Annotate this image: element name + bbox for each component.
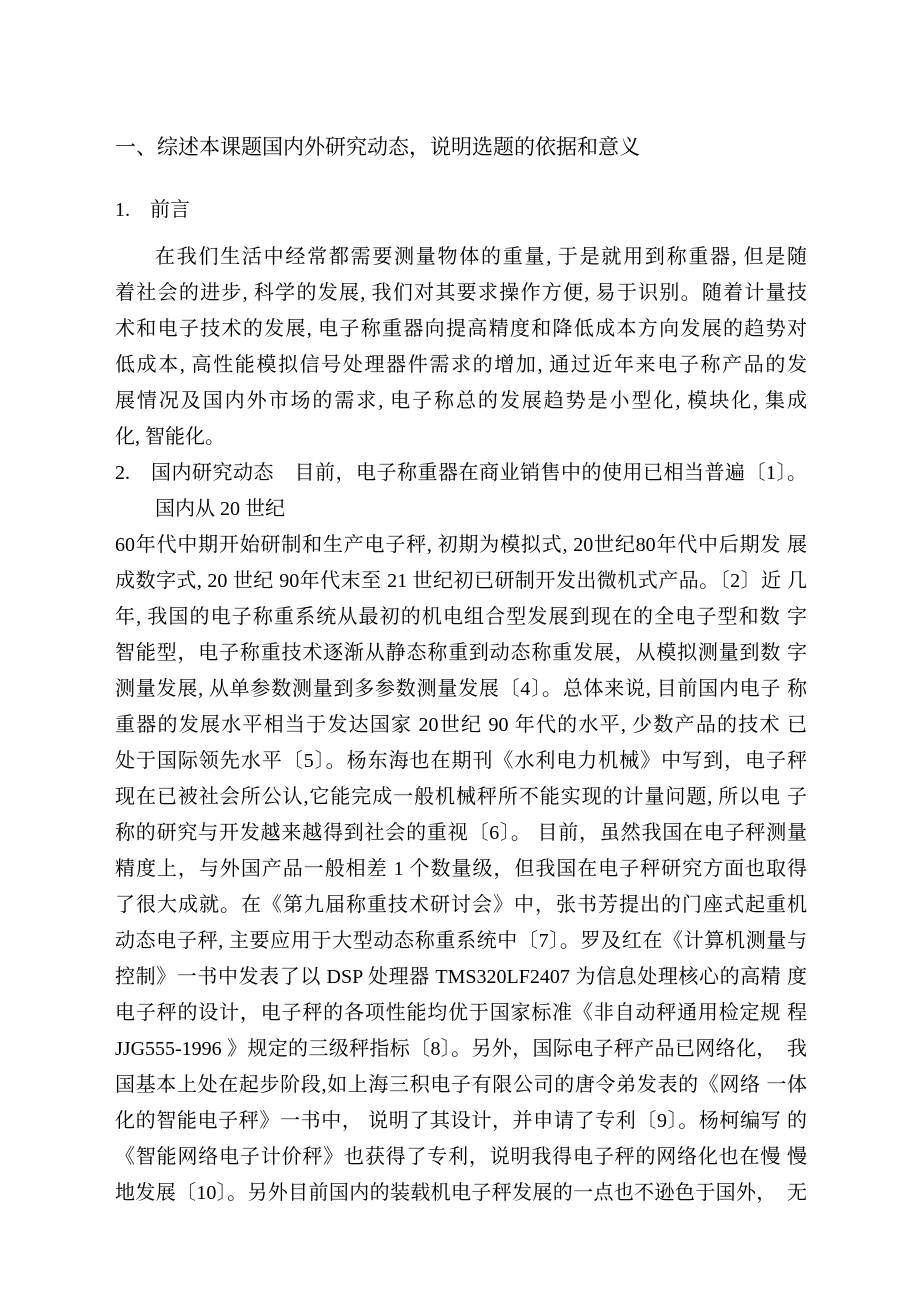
paragraph-1-line: 术和电子技术的发展, 电子称重器向提高精度和降低成本方向发展的趋势对 (115, 318, 807, 340)
paragraph-2-line: 国基本上处在起步阶段,如上海三积电子有限公司的唐令弟发表的《网络 一体 (115, 1074, 807, 1096)
section-2-heading: 2. 国内研究动态 目前，电子称重器在商业销售中的使用已相当普遍〔1〕。 (115, 462, 807, 484)
paragraph-2-line: 地发展〔10〕。另外目前国内的装载机电子秤发展的一点也不逊色于国外， 无 (115, 1182, 807, 1204)
paragraph-2-line: 《智能网络电子计价秤》也获得了专利，说明我得电子秤的网络化也在慢 慢 (115, 1146, 807, 1168)
text-content (115, 129, 807, 1211)
paragraph-2-line: 年, 我国的电子称重系统从最初的机电组合型发展到现在的全电子型和数 字 (115, 606, 807, 628)
paragraph-1-line: 在我们生活中经常都需要测量物体的重量, 于是就用到称重器, 但是随 (155, 246, 807, 268)
paragraph-1-line: 着社会的进步, 科学的发展, 我们对其要求操作方便, 易于识别。随着计量技 (115, 282, 807, 304)
paragraph-2-line: 重器的发展水平相当于发达国家 20世纪 90 年代的水平, 少数产品的技术 已 (115, 714, 807, 736)
paragraph-1-line: 化, 智能化。 (115, 426, 225, 448)
paragraph-2-line: JJG555-1996 》规定的三级秤指标〔8〕。另外，国际电子秤产品已网络化， 我 (115, 1038, 807, 1060)
paragraph-2-line: 电子秤的设计，电子秤的各项性能均优于国家标准《非自动秤通用检定规 程 (115, 1002, 807, 1024)
paragraph-1-line: 展情况及国内外市场的需求, 电子称总的发展趋势是小型化, 模块化, 集成 (115, 390, 807, 412)
paragraph-2-line: 动态电子秤, 主要应用于大型动态称重系统中〔7〕。罗及红在《计算机测量与 (115, 930, 807, 952)
paragraph-2-line: 精度上，与外国产品一般相差 1 个数量级，但我国在电子秤研究方面也取得 (115, 858, 807, 880)
paragraph-2-line: 智能型，电子称重技术逐渐从静态称重到动态称重发展，从模拟测量到数 字 (115, 642, 807, 664)
paragraph-2-line: 称的研究与开发越来越得到社会的重视〔6〕。 目前，虽然我国在电子秤测量 (115, 822, 807, 844)
paragraph-2-line: 测量发展, 从单参数测量到多参数测量发展〔4〕。总体来说, 目前国内电子 称 (115, 678, 807, 700)
paragraph-2-line: 控制》一书中发表了以 DSP 处理器 TMS320LF2407 为信息处理核心的高精 度 (115, 966, 807, 988)
paragraph-2-line: 化的智能电子秤》一书中， 说明了其设计，并申请了专利〔9〕。杨柯编写 的 (115, 1110, 807, 1132)
paragraph-2-line: 60年代中期开始研制和生产电子秤, 初期为模拟式, 20世纪80年代中后期发 展 (115, 534, 807, 556)
paragraph-2-line: 了很大成就。在《第九届称重技术研讨会》中，张书芳提出的门座式起重机 (115, 894, 807, 916)
section-1-heading: 1. 前言 (115, 199, 190, 221)
paragraph-2-line: 现在已被社会所公认,它能完成一般机械秤所不能实现的计量问题, 所以电 子 (115, 786, 807, 808)
page-title: 一、综述本课题国内外研究动态，说明选题的依据和意义 (115, 135, 640, 159)
paragraph-1-line: 低成本, 高性能模拟信号处理器件需求的增加, 通过近年来电子称产品的发 (115, 354, 807, 376)
paragraph-2-line: 成数字式, 20 世纪 90年代末至 21 世纪初已研制开发出微机式产品。〔2〕近 几 (115, 570, 807, 592)
paragraph-2-line: 处于国际领先水平〔5〕。杨东海也在期刊《水利电力机械》中写到，电子秤 (115, 750, 807, 772)
paragraph-2-intro: 国内从 20 世纪 (155, 498, 285, 520)
